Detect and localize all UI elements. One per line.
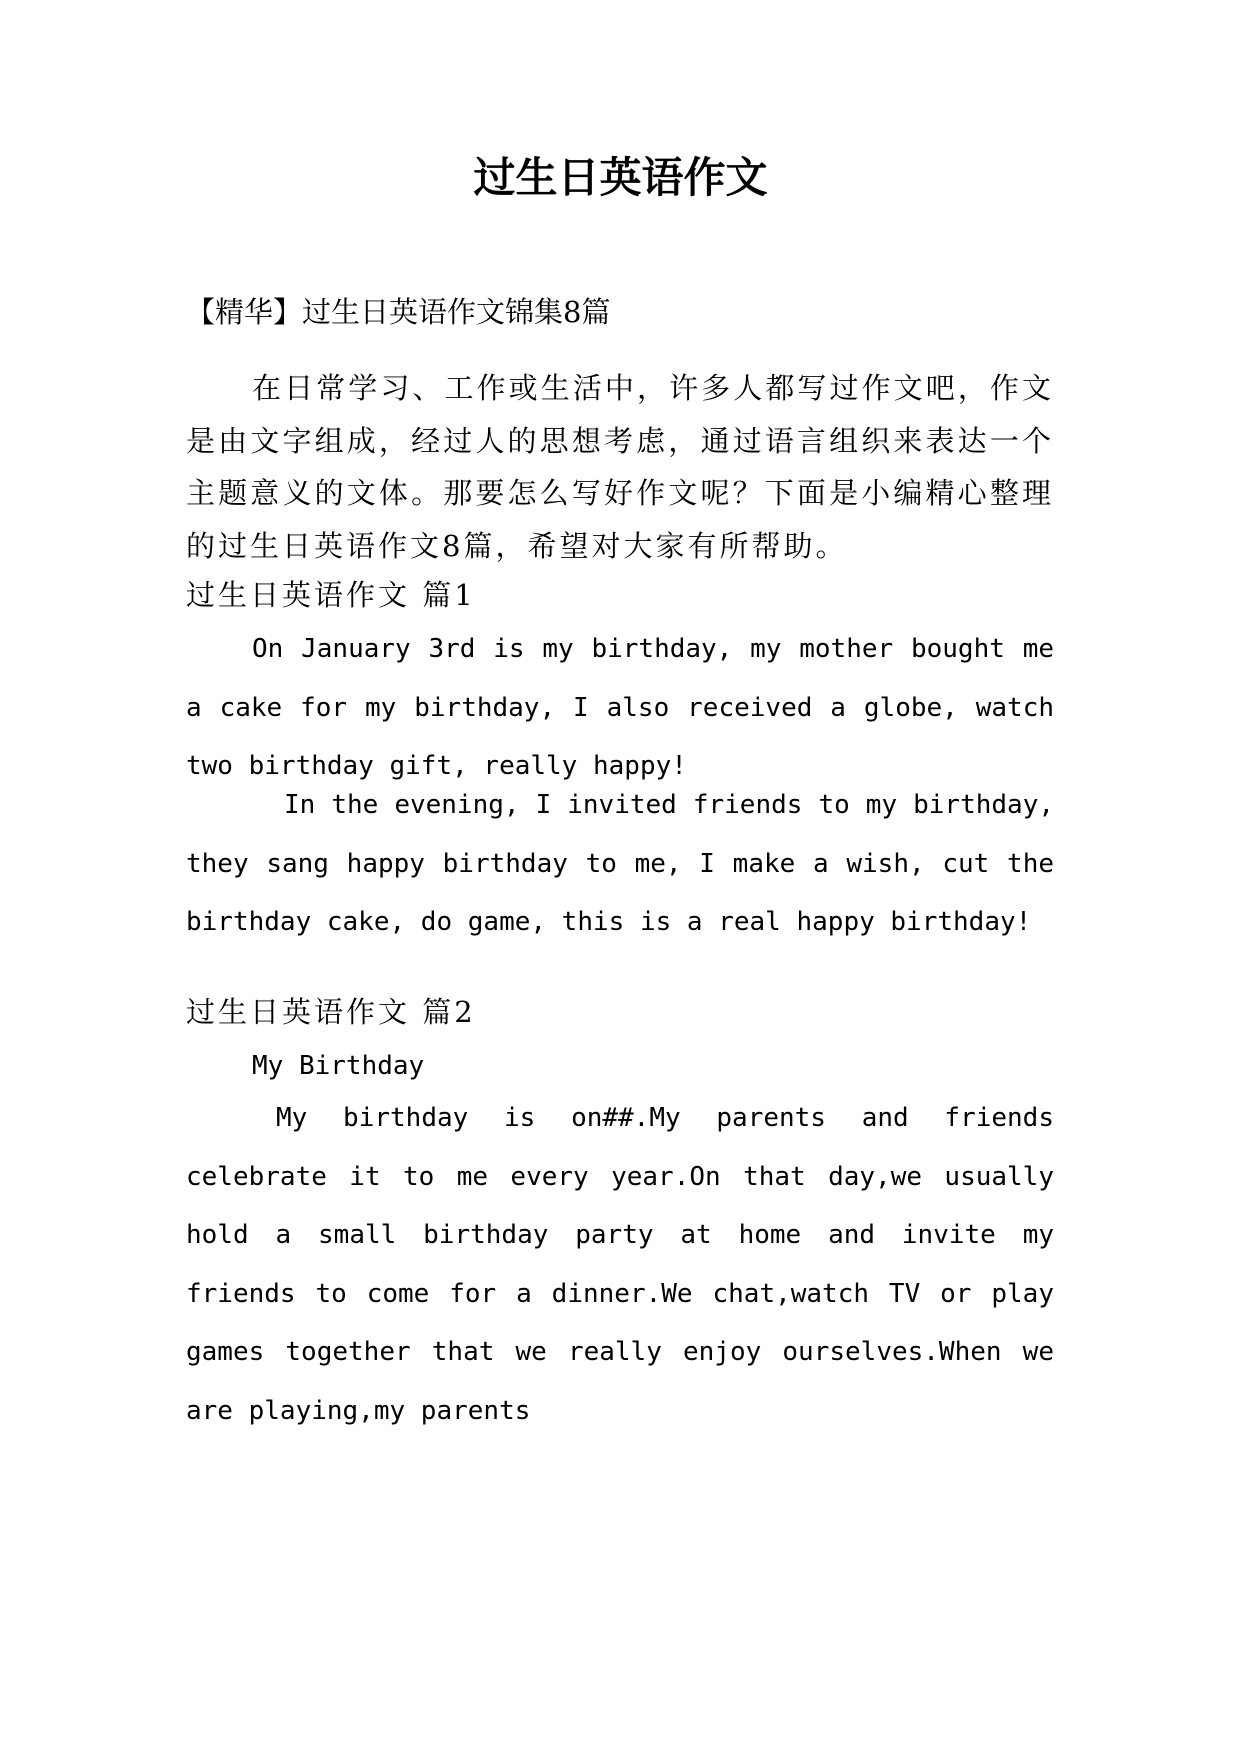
document-subtitle: 【精华】过生日英语作文锦集8篇 [186, 295, 611, 329]
section-1-paragraph-1: On January 3rd is my birthday, my mother bought me a cake for my birthday, I also received a globe, watch two birthday gift, really happy! [186, 634, 1054, 781]
document-title: 过生日英语作文 [473, 153, 768, 202]
section-1-paragraph-2: In the evening, I invited friends to my birthday, they sang happy birthday to me, I make a wish, cut the birthday cake, do game, this is a real happy birthday! [186, 790, 1054, 937]
intro-paragraph: 在日常学习、工作或生活中，许多人都写过作文吧，作文是由文字组成，经过人的思想考虑，通过语言组织来表达一个主题意义的文体。那要怎么写好作文呢？下面是小编精心整理的过生日英语作文8篇，希望对大家有所帮助。 [186, 371, 1054, 563]
section-2-essay-title: My Birthday [252, 1051, 425, 1081]
section-1-heading: 过生日英语作文 篇1 [186, 578, 476, 612]
section-2-heading: 过生日英语作文 篇2 [186, 995, 476, 1029]
section-2-paragraph-1: My birthday is on##.My parents and friends celebrate it to me every year.On that day,we usually hold a small birthday party at home and invite my friends to come for a dinner.We chat,watch TV or play games together that we really enjoy ourselves.When we are playing,my parents [186, 1103, 1054, 1426]
